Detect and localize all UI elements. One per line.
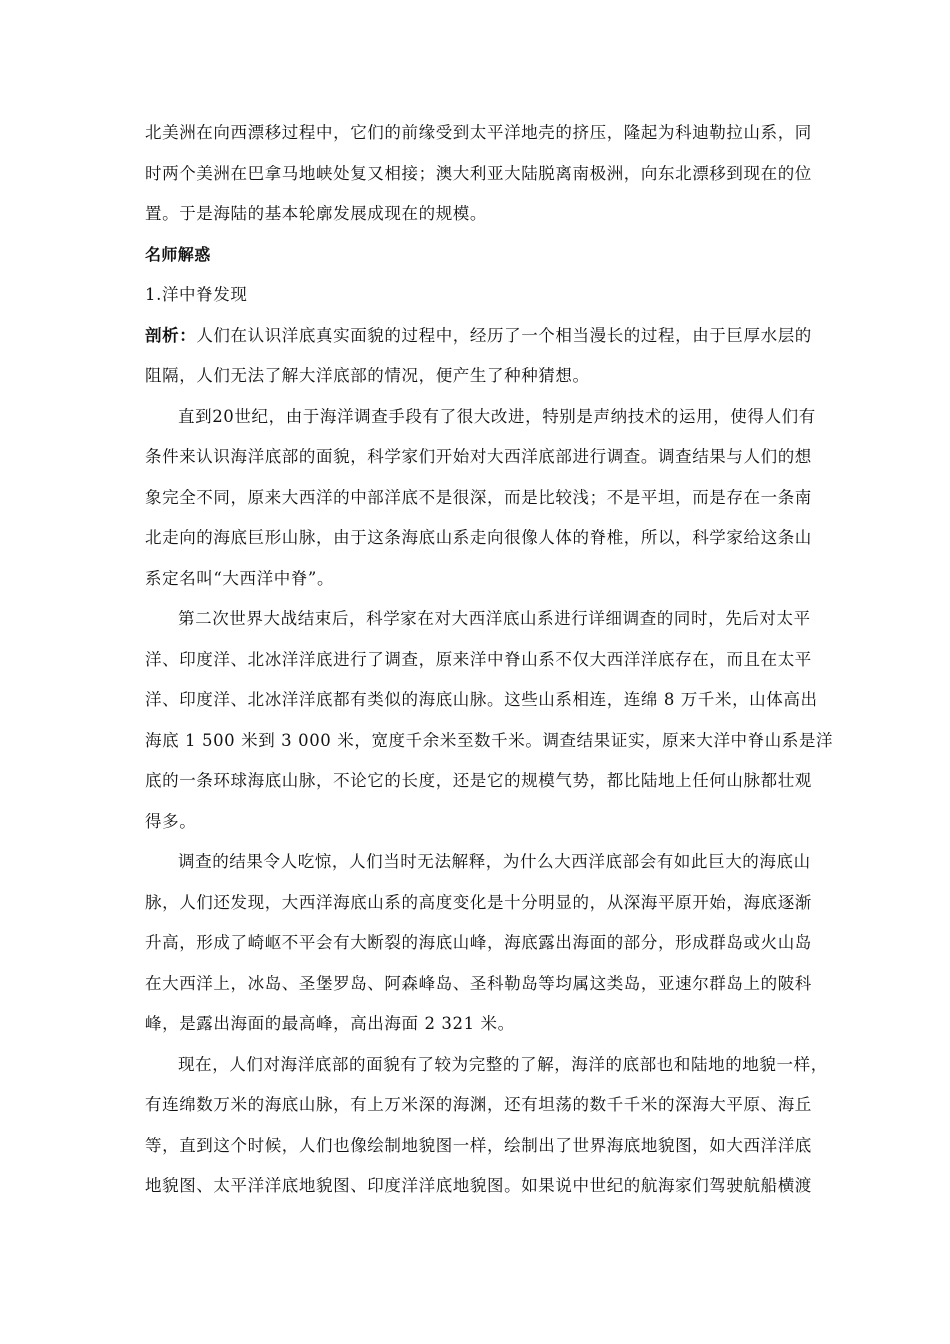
text-line: 时两个美洲在巴拿马地峡处复又相接；澳大利亚大陆脱离南极洲，向东北漂移到现在的位 <box>145 163 812 183</box>
paragraph-line: 等，直到这个时候，人们也像绘制地貌图一样，绘制出了世界海底地貌图，如大西洋洋底 <box>145 1135 812 1155</box>
paragraph-line: 得多。 <box>145 811 197 831</box>
analysis-line <box>145 324 810 365</box>
paragraph-line: 系定名叫“大西洋中脊”。 <box>145 568 335 588</box>
item-title: 1.洋中脊发现 <box>145 285 248 304</box>
paragraph-line: 直到20世纪，由于海洋调查手段有了很大改进，特别是声纳技术的运用，使得人们有 <box>178 406 816 426</box>
section-heading: 名师解惑 <box>145 244 211 264</box>
paragraph-line: 脉，人们还发现，大西洋海底山系的高度变化是十分明显的，从深海平原开始，海底逐渐 <box>145 892 812 912</box>
text-line: 置。于是海陆的基本轮廓发展成现在的规模。 <box>145 204 487 223</box>
analysis-line: 阻隔，人们无法了解大洋底部的情况，便产生了种种猜想。 <box>145 366 590 385</box>
paragraph-line: 条件来认识海洋底部的面貌，科学家们开始对大西洋底部进行调查。调查结果与人们的想 <box>145 447 812 466</box>
paragraph-line: 海底 1 500 米到 3 000 米，宽度千余米至数千米。调查结果证实，原来大洋中脊山系是洋 <box>145 730 834 750</box>
paragraph-line: 北走向的海底巨形山脉，由于这条海底山系走向很像人体的脊椎，所以，科学家给这条山 <box>145 528 812 547</box>
paragraph-line: 底的一条环球海底山脉，不论它的长度，还是它的规模气势，都比陆地上任何山脉都壮观 <box>145 771 812 790</box>
paragraph-line: 第二次世界大战结束后，科学家在对大西洋底山系进行详细调查的同时，先后对太平 <box>178 609 811 628</box>
analysis-label: 剖析： <box>145 325 197 345</box>
paragraph-line: 象完全不同，原来大西洋的中部洋底不是很深，而是比较浅；不是平坦，而是存在一条南 <box>145 487 812 507</box>
paragraph-line: 洋、印度洋、北冰洋洋底进行了调查，原来洋中脊山系不仅大西洋洋底存在，而且在太平 <box>145 649 812 669</box>
text-line: 北美洲在向西漂移过程中，它们的前缘受到太平洋地壳的挤压，隆起为科迪勒拉山系，同 <box>145 123 812 142</box>
paragraph-line: 峰，是露出海面的最高峰，高出海面 2 321 米。 <box>145 1014 515 1033</box>
paragraph-line: 有连绵数万米的海底山脉，有上万米深的海渊，还有坦荡的数千千米的深海大平原、海丘 <box>145 1095 812 1114</box>
paragraph-line: 调查的结果令人吃惊，人们当时无法解释，为什么大西洋底部会有如此巨大的海底山 <box>178 852 811 871</box>
paragraph-line: 洋、印度洋、北冰洋洋底都有类似的海底山脉。这些山系相连，连绵 8 万千米，山体高出 <box>145 690 818 709</box>
analysis-text: 人们在认识洋底真实面貌的过程中，经历了一个相当漫长的过程，由于巨厚水层的 <box>196 325 812 345</box>
document-page <box>145 121 834 1215</box>
paragraph-line: 升高，形成了崎岖不平会有大断裂的海底山峰，海底露出海面的部分，形成群岛或火山岛 <box>145 933 812 952</box>
paragraph-line: 地貌图、太平洋洋底地貌图、印度洋洋底地貌图。如果说中世纪的航海家们驾驶航船横渡 <box>145 1176 812 1195</box>
paragraph-line: 在大西洋上，冰岛、圣堡罗岛、阿森峰岛、圣科勒岛等均属这类岛，亚速尔群岛上的陂科 <box>145 973 812 993</box>
paragraph-line: 现在，人们对海洋底部的面貌有了较为完整的了解，海洋的底部也和陆地的地貌一样， <box>178 1054 828 1074</box>
